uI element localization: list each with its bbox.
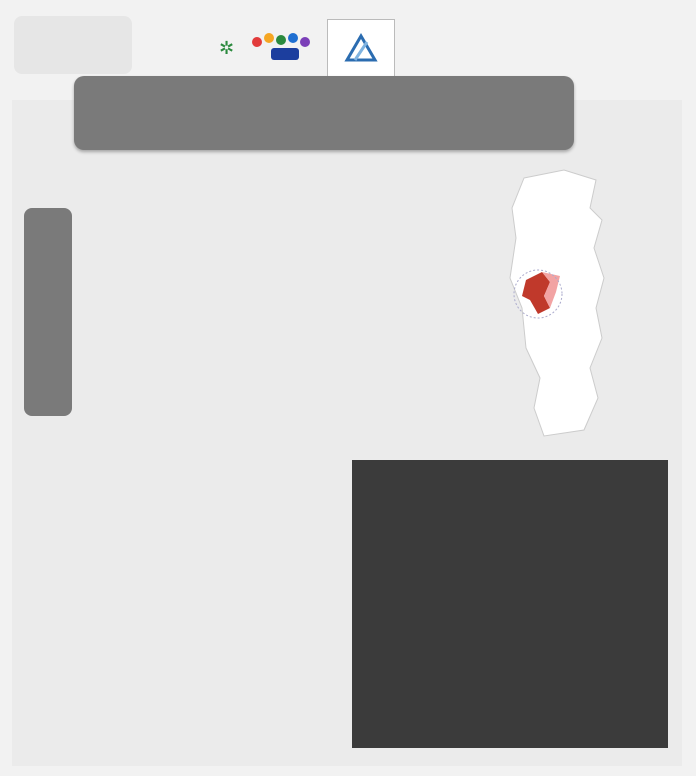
- page-indicator: [14, 16, 132, 74]
- side-label: [24, 208, 72, 416]
- logo-bar: [140, 22, 682, 74]
- summary-header: [74, 76, 574, 150]
- col-header: [151, 516, 215, 518]
- cases-bar-chart: [352, 460, 668, 748]
- table-header-row: [24, 516, 342, 518]
- ulsmt-logo: [247, 30, 317, 66]
- agency-logo: [327, 19, 395, 77]
- col-header: [88, 516, 152, 518]
- gear-icon: ✲: [219, 37, 235, 58]
- cases-table: [24, 516, 342, 518]
- col-header: [215, 516, 279, 518]
- aces-logo: [219, 38, 237, 59]
- portugal-map: [504, 168, 626, 440]
- col-header: [24, 516, 88, 518]
- col-header: [278, 516, 342, 518]
